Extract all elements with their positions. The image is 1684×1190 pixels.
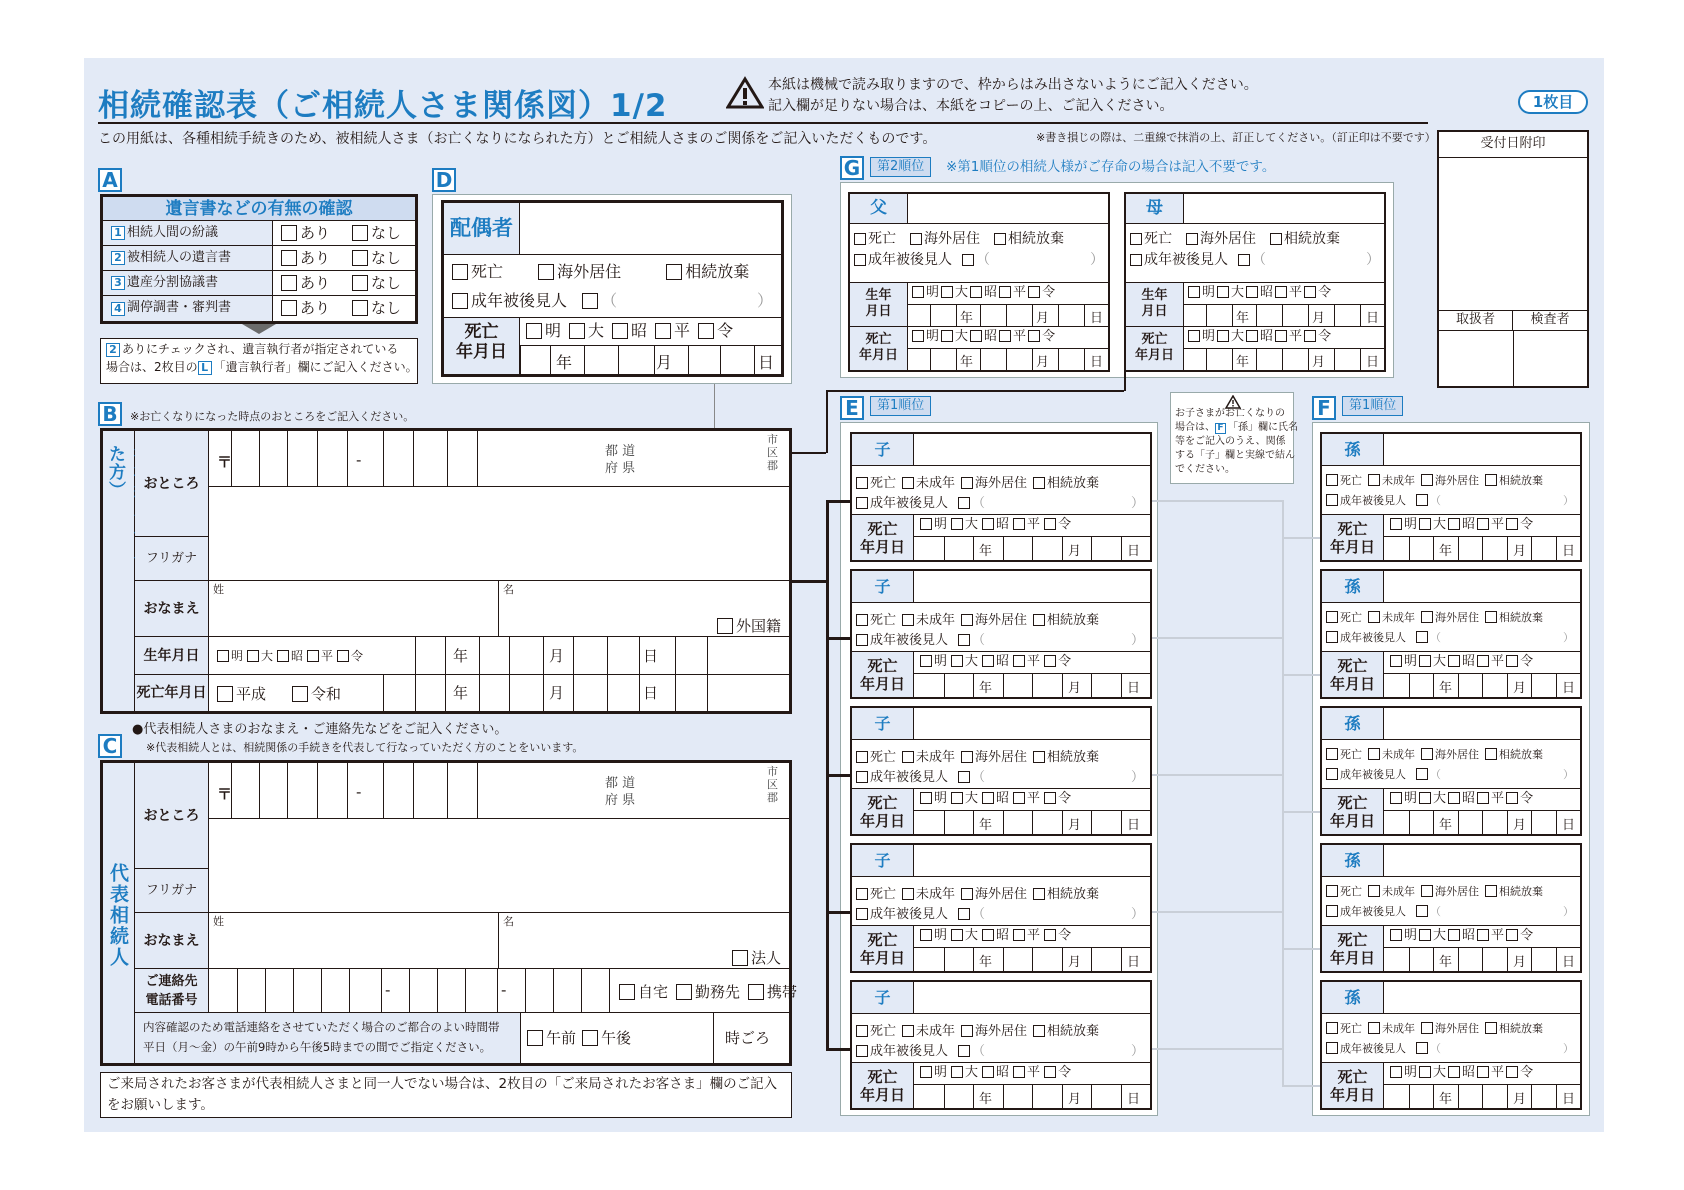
grandchild-label: 孫 <box>1322 434 1384 465</box>
caution-icon <box>1225 395 1241 409</box>
section-a-marker: A <box>98 168 122 192</box>
child-guardian-checkbox[interactable]: 成年被後見人 <box>856 907 948 922</box>
father-birth-field[interactable]: 明 大 昭 平 令 年 月 日 <box>908 283 1108 326</box>
pointer-arrow-icon <box>242 324 276 334</box>
grandchild-dead-checkbox[interactable]: 死亡 <box>1326 611 1362 624</box>
will-no-checkbox[interactable]: なし <box>352 299 401 318</box>
grandchild-renounce-checkbox[interactable]: 相続放棄 <box>1485 885 1543 898</box>
page-title: 相続確認表（ご相続人さま関係図）1/2 <box>98 88 668 124</box>
grandchild-box: 孫 死亡 未成年 海外居住 相続放棄 成年被後見人 （ ） 死亡 年月日 明 大 昭 平 令 年 月 日 <box>1320 432 1582 562</box>
grandchild-death-field[interactable]: 明 大 昭 平 令 年 月 日 <box>1384 652 1580 697</box>
grandchild-guardian-checkbox[interactable]: 成年被後見人 <box>1326 905 1406 918</box>
mother-death-label: 死亡 年月日 <box>1126 327 1184 370</box>
mother-birth-label: 生年 月日 <box>1126 283 1184 326</box>
will-executor-note: 2 ありにチェックされ、遺言執行者が指定されている 場合は、2枚目の L 「遺言執行者」欄にご記入ください。 <box>100 338 418 384</box>
child-dead-checkbox[interactable]: 死亡 <box>856 476 896 491</box>
section-e-rank-badge: 第1順位 <box>870 396 931 416</box>
will-item-row: 1 相続人間の紛議 あり なし <box>103 221 415 246</box>
grandchild-death-field[interactable]: 明 大 昭 平 令 年 月 日 <box>1384 926 1580 971</box>
child-death-field[interactable]: 明 大 昭 平 令 年 月 日 <box>914 515 1150 560</box>
section-c-note-2: ※代表相続人とは、相続関係の手続きを代表して行なっていただく方のことをいいます。 <box>146 741 584 754</box>
grandchild-guardian-checkbox[interactable]: 成年被後見人 <box>1326 1042 1406 1055</box>
child-minor-checkbox[interactable]: 未成年 <box>902 1024 955 1039</box>
child-death-label: 死亡 年月日 <box>852 789 914 834</box>
correction-note: ※書き損じの際は、二重線で抹消の上、訂正してください。（訂正印は不要です） <box>1036 131 1436 144</box>
grandchild-abroad-checkbox[interactable]: 海外居住 <box>1421 474 1479 487</box>
grandchild-minor-checkbox[interactable]: 未成年 <box>1368 748 1415 761</box>
grandchild-box: 孫 死亡 未成年 海外居住 相続放棄 成年被後見人 （ ） 死亡 年月日 明 大 昭 平 令 年 月 日 <box>1320 569 1582 699</box>
child-name-field[interactable] <box>914 845 1150 876</box>
child-name-field[interactable] <box>914 708 1150 739</box>
child-label: 子 <box>852 571 914 602</box>
representative-furigana-field[interactable] <box>209 869 789 913</box>
child-box: 子 死亡 未成年 海外居住 相続放棄 成年被後見人 （ ） 死亡 年月日 明 大 昭 平 令 年 月 日 <box>850 980 1152 1110</box>
am-checkbox[interactable]: 午前 <box>527 1029 576 1047</box>
decedent-death-field[interactable]: 平成 令和 年 月 日 <box>209 675 789 711</box>
spouse-name-field[interactable] <box>520 203 781 254</box>
child-abroad-checkbox[interactable]: 海外居住 <box>961 1024 1027 1039</box>
grandchild-death-label: 死亡 年月日 <box>1322 1063 1384 1108</box>
will-confirmation-box <box>100 194 418 324</box>
mother-name-field[interactable] <box>1184 194 1384 223</box>
mother-box: 母 死亡 海外居住 相続放棄 成年被後見人 （ ） 生年 月日 明 大 昭 平 令 年 月 日 死亡 年月日 明 大 昭 平 令 年 月 日 <box>1124 192 1386 372</box>
grandchild-dead-checkbox[interactable]: 死亡 <box>1326 885 1362 898</box>
section-f-rank-badge: 第1順位 <box>1342 396 1403 416</box>
child-renounce-checkbox[interactable]: 相続放棄 <box>1033 887 1099 902</box>
will-yes-checkbox[interactable]: あり <box>281 274 330 293</box>
spouse-dead-checkbox[interactable]: 死亡 <box>452 262 503 281</box>
child-guardian-checkbox[interactable]: 成年被後見人 <box>856 1044 948 1059</box>
will-item-row: 3 遺産分割協議書 あり なし <box>103 271 415 296</box>
will-no-checkbox[interactable]: なし <box>352 249 401 268</box>
child-dead-checkbox[interactable]: 死亡 <box>856 1024 896 1039</box>
spouse-abroad-checkbox[interactable]: 海外居住 <box>538 262 621 281</box>
mother-guardian-checkbox[interactable]: 成年被後見人 <box>1130 252 1228 268</box>
mother-abroad-checkbox[interactable]: 海外居住 <box>1186 231 1256 247</box>
mother-renounce-checkbox[interactable]: 相続放棄 <box>1270 231 1340 247</box>
decedent-address-field[interactable] <box>209 487 789 537</box>
child-label: 子 <box>852 434 914 465</box>
grandchild-name-field[interactable] <box>1384 982 1580 1013</box>
spouse-label: 配偶者 <box>444 203 520 254</box>
reception-stamp-box[interactable] <box>1437 130 1589 388</box>
child-renounce-checkbox[interactable]: 相続放棄 <box>1033 750 1099 765</box>
spouse-era-checkbox[interactable]: 令 <box>698 321 733 340</box>
child-death-label: 死亡 年月日 <box>852 652 914 697</box>
will-item-row: 2 被相続人の遺言書 あり なし <box>103 246 415 271</box>
father-death-field[interactable]: 明 大 昭 平 令 年 月 日 <box>908 327 1108 370</box>
section-c-note-1: ●代表相続人さまのおなまえ・ご連絡先などをご記入ください。 <box>132 722 508 737</box>
child-guardian-checkbox[interactable]: 成年被後見人 <box>856 770 948 785</box>
pm-checkbox[interactable]: 午後 <box>582 1029 631 1047</box>
grandchild-minor-checkbox[interactable]: 未成年 <box>1368 474 1415 487</box>
work-phone-checkbox[interactable]: 勤務先 <box>676 983 740 1001</box>
child-minor-checkbox[interactable]: 未成年 <box>902 887 955 902</box>
grandchild-dead-checkbox[interactable]: 死亡 <box>1326 748 1362 761</box>
representative-phone-field[interactable]: - - 自宅 勤務先 携帯 <box>209 969 789 1013</box>
spouse-renounce-checkbox[interactable]: 相続放棄 <box>666 262 749 281</box>
child-label: 子 <box>852 708 914 739</box>
spouse-era-checkbox[interactable]: 平 <box>655 321 690 340</box>
grandchild-callout: お子さまがお亡くなりの 場合は、 F 「孫」欄に氏名 等をご記入のうえ、関係 する「子」欄と実線で結ん でください。 <box>1170 392 1294 484</box>
father-abroad-checkbox[interactable]: 海外居住 <box>910 231 980 247</box>
child-abroad-checkbox[interactable]: 海外居住 <box>961 887 1027 902</box>
contact-time-field[interactable]: 午前 午後 時ごろ <box>521 1013 789 1063</box>
grandchild-death-field[interactable]: 明 大 昭 平 令 年 月 日 <box>1384 515 1580 560</box>
father-dead-checkbox[interactable]: 死亡 <box>854 231 896 247</box>
section-d-marker: D <box>432 168 456 192</box>
child-death-label: 死亡 年月日 <box>852 1063 914 1108</box>
will-confirmation-title: 遺言書などの有無の確認 <box>103 197 415 221</box>
section-g-marker: G <box>840 156 864 180</box>
spouse-death-label: 死亡 年月日 <box>444 318 520 374</box>
will-no-checkbox[interactable]: なし <box>352 224 401 243</box>
will-item-row: 4 調停調書・審判書 あり なし <box>103 296 415 321</box>
warning-icon <box>726 76 764 110</box>
grandchild-death-label: 死亡 年月日 <box>1322 515 1384 560</box>
spouse-guardian-checkbox[interactable]: 成年被後見人 <box>452 291 567 310</box>
grandchild-minor-checkbox[interactable]: 未成年 <box>1368 885 1415 898</box>
mother-death-field[interactable]: 明 大 昭 平 令 年 月 日 <box>1184 327 1384 370</box>
decedent-box: た方） おところ 〒 - 都 道 府 県 市 区 郡 フリガナ おなまえ 姓 名 外国籍 生年月日 明 大 昭 平 令 年 月 日 死亡年月日 平成 令和 年 月 日 <box>100 428 792 714</box>
page-number-badge: 1枚目 <box>1518 90 1588 114</box>
grandchild-death-field[interactable]: 明 大 昭 平 令 年 月 日 <box>1384 789 1580 834</box>
foreign-national-checkbox[interactable]: 外国籍 <box>717 615 781 636</box>
child-minor-checkbox[interactable]: 未成年 <box>902 750 955 765</box>
grandchild-minor-checkbox[interactable]: 未成年 <box>1368 1022 1415 1035</box>
child-death-label: 死亡 年月日 <box>852 926 914 971</box>
grandchild-label: 孫 <box>1322 845 1384 876</box>
spouse-era-checkbox[interactable]: 大 <box>569 321 604 340</box>
father-guardian-checkbox[interactable]: 成年被後見人 <box>854 252 952 268</box>
mother-birth-field[interactable]: 明 大 昭 平 令 年 月 日 <box>1184 283 1384 326</box>
representative-givenname-field[interactable]: 名 <box>499 913 789 969</box>
grandchild-label: 孫 <box>1322 982 1384 1013</box>
child-dead-checkbox[interactable]: 死亡 <box>856 613 896 628</box>
child-label: 子 <box>852 982 914 1013</box>
child-death-field[interactable]: 明 大 昭 平 令 年 月 日 <box>914 652 1150 697</box>
spouse-box: 配偶者 死亡 海外居住 相続放棄 成年被後見人 （ ） 死亡 年月日 明 大 昭 平 令 年 月 日 <box>441 200 784 377</box>
section-f-marker: F <box>1312 396 1336 420</box>
grandchild-abroad-checkbox[interactable]: 海外居住 <box>1421 1022 1479 1035</box>
grandchild-name-field[interactable] <box>1384 571 1580 602</box>
grandchild-abroad-checkbox[interactable]: 海外居住 <box>1421 885 1479 898</box>
grandchild-name-field[interactable] <box>1384 434 1580 465</box>
child-abroad-checkbox[interactable]: 海外居住 <box>961 613 1027 628</box>
decedent-side-label: た方） <box>105 445 125 499</box>
grandchild-renounce-checkbox[interactable]: 相続放棄 <box>1485 611 1543 624</box>
grandchild-abroad-checkbox[interactable]: 海外居住 <box>1421 748 1479 761</box>
father-label: 父 <box>850 194 908 223</box>
father-renounce-checkbox[interactable]: 相続放棄 <box>994 231 1064 247</box>
child-name-field[interactable] <box>914 982 1150 1013</box>
child-renounce-checkbox[interactable]: 相続放棄 <box>1033 476 1099 491</box>
child-guardian-checkbox[interactable]: 成年被後見人 <box>856 633 948 648</box>
will-yes-checkbox[interactable]: あり <box>281 249 330 268</box>
father-box: 父 死亡 海外居住 相続放棄 成年被後見人 （ ） 生年 月日 明 大 昭 平 令 年 月 日 死亡 年月日 明 大 昭 平 令 年 月 日 <box>848 192 1110 372</box>
section-b-note: ※お亡くなりになった時点のおところをご記入ください。 <box>130 410 415 423</box>
spouse-death-date-field[interactable]: 明 大 昭 平 令 年 月 日 <box>520 318 781 374</box>
grandchild-guardian-checkbox[interactable]: 成年被後見人 <box>1326 768 1406 781</box>
grandchild-name-field[interactable] <box>1384 708 1580 739</box>
child-box: 子 死亡 未成年 海外居住 相続放棄 成年被後見人 （ ） 死亡 年月日 明 大 昭 平 令 年 月 日 <box>850 843 1152 973</box>
mother-label: 母 <box>1126 194 1184 223</box>
father-name-field[interactable] <box>908 194 1108 223</box>
section-g-rank-badge: 第2順位 <box>870 157 931 177</box>
child-box: 子 死亡 未成年 海外居住 相続放棄 成年被後見人 （ ） 死亡 年月日 明 大 昭 平 令 年 月 日 <box>850 432 1152 562</box>
grandchild-death-label: 死亡 年月日 <box>1322 652 1384 697</box>
child-death-label: 死亡 年月日 <box>852 515 914 560</box>
representative-surname-field[interactable]: 姓 <box>209 913 499 969</box>
grandchild-label: 孫 <box>1322 708 1384 739</box>
child-renounce-checkbox[interactable]: 相続放棄 <box>1033 1024 1099 1039</box>
representative-address-field[interactable] <box>209 819 789 869</box>
grandchild-box: 孫 死亡 未成年 海外居住 相続放棄 成年被後見人 （ ） 死亡 年月日 明 大 昭 平 令 年 月 日 <box>1320 706 1582 836</box>
grandchild-label: 孫 <box>1322 571 1384 602</box>
grandchild-dead-checkbox[interactable]: 死亡 <box>1326 1022 1362 1035</box>
child-death-field[interactable]: 明 大 昭 平 令 年 月 日 <box>914 926 1150 971</box>
grandchild-guardian-checkbox[interactable]: 成年被後見人 <box>1326 494 1406 507</box>
child-death-field[interactable]: 明 大 昭 平 令 年 月 日 <box>914 1063 1150 1108</box>
will-yes-checkbox[interactable]: あり <box>281 224 330 243</box>
child-box: 子 死亡 未成年 海外居住 相続放棄 成年被後見人 （ ） 死亡 年月日 明 大 昭 平 令 年 月 日 <box>850 706 1152 836</box>
spouse-era-checkbox[interactable]: 明 <box>526 321 561 340</box>
grandchild-abroad-checkbox[interactable]: 海外居住 <box>1421 611 1479 624</box>
inspector-label: 検査者 <box>1530 312 1570 327</box>
child-minor-checkbox[interactable]: 未成年 <box>902 476 955 491</box>
will-no-checkbox[interactable]: なし <box>352 274 401 293</box>
stamp-title: 受付日附印 <box>1439 132 1587 158</box>
decedent-givenname-field[interactable]: 名 <box>499 581 789 637</box>
grandchild-name-field[interactable] <box>1384 845 1580 876</box>
intro-text: この用紙は、各種相続手続きのため、被相続人さま（お亡くなりになられた方）とご相続人さまのご関係をご記入いただくものです。 <box>98 131 937 147</box>
grandchild-minor-checkbox[interactable]: 未成年 <box>1368 611 1415 624</box>
grandchild-death-label: 死亡 年月日 <box>1322 789 1384 834</box>
section-g-note: ※第1順位の相続人様がご存命の場合は記入不要です。 <box>946 159 1276 175</box>
child-dead-checkbox[interactable]: 死亡 <box>856 750 896 765</box>
grandchild-guardian-checkbox[interactable]: 成年被後見人 <box>1326 631 1406 644</box>
corporation-checkbox[interactable]: 法人 <box>732 947 781 968</box>
grandchild-renounce-checkbox[interactable]: 相続放棄 <box>1485 1022 1543 1035</box>
father-birth-label: 生年 月日 <box>850 283 908 326</box>
decedent-birth-field[interactable]: 明 大 昭 平 令 年 月 日 <box>209 637 789 675</box>
child-label: 子 <box>852 845 914 876</box>
handler-label: 取扱者 <box>1439 311 1513 331</box>
decedent-surname-field[interactable]: 姓 <box>209 581 499 637</box>
grandchild-box: 孫 死亡 未成年 海外居住 相続放棄 成年被後見人 （ ） 死亡 年月日 明 大 昭 平 令 年 月 日 <box>1320 843 1582 973</box>
father-death-label: 死亡 年月日 <box>850 327 908 370</box>
visitor-note: ご来局されたお客さまが代表相続人さまと同一人でない場合は、2枚目の「ご来局されたお客さま」欄のご記入 をお願いします。 <box>100 1072 792 1118</box>
child-box: 子 死亡 未成年 海外居住 相続放棄 成年被後見人 （ ） 死亡 年月日 明 大 昭 平 令 年 月 日 <box>850 569 1152 699</box>
representative-heir-box: 代表相続人 おところ 〒 - 都 道 府 県 市 区 郡 フリガナ おなまえ 姓 名 法人 ご連絡先 電話番号 - - 自宅 勤務先 携帯 内容確認のため電話連絡をさせていただく場合のご都合のよい時間帯 平日（月～金）の午前9時から午後5時までの間でご指定ください。 午前 午後 時ごろ <box>100 760 792 1066</box>
child-abroad-checkbox[interactable]: 海外居住 <box>961 750 1027 765</box>
grandchild-renounce-checkbox[interactable]: 相続放棄 <box>1485 474 1543 487</box>
section-c-marker: C <box>98 734 122 758</box>
child-dead-checkbox[interactable]: 死亡 <box>856 887 896 902</box>
home-phone-checkbox[interactable]: 自宅 <box>619 983 668 1001</box>
warning-text-2: 記入欄が足りない場合は、本紙をコピーの上、ご記入ください。 <box>768 98 1174 114</box>
child-name-field[interactable] <box>914 434 1150 465</box>
grandchild-death-label: 死亡 年月日 <box>1322 926 1384 971</box>
grandchild-box: 孫 死亡 未成年 海外居住 相続放棄 成年被後見人 （ ） 死亡 年月日 明 大 昭 平 令 年 月 日 <box>1320 980 1582 1110</box>
child-death-field[interactable]: 明 大 昭 平 令 年 月 日 <box>914 789 1150 834</box>
header-rule <box>98 122 1428 124</box>
child-name-field[interactable] <box>914 571 1150 602</box>
spouse-era-checkbox[interactable]: 昭 <box>612 321 647 340</box>
grandchild-death-field[interactable]: 明 大 昭 平 令 年 月 日 <box>1384 1063 1580 1108</box>
section-e-marker: E <box>840 396 864 420</box>
representative-side-label: 代表相続人 <box>107 863 129 968</box>
grandchild-dead-checkbox[interactable]: 死亡 <box>1326 474 1362 487</box>
child-abroad-checkbox[interactable]: 海外居住 <box>961 476 1027 491</box>
mobile-phone-checkbox[interactable]: 携帯 <box>748 983 797 1001</box>
will-yes-checkbox[interactable]: あり <box>281 299 330 318</box>
child-guardian-checkbox[interactable]: 成年被後見人 <box>856 496 948 511</box>
section-b-marker: B <box>98 402 122 426</box>
grandchild-renounce-checkbox[interactable]: 相続放棄 <box>1485 748 1543 761</box>
decedent-furigana-field[interactable] <box>209 537 789 581</box>
child-renounce-checkbox[interactable]: 相続放棄 <box>1033 613 1099 628</box>
child-minor-checkbox[interactable]: 未成年 <box>902 613 955 628</box>
warning-text-1: 本紙は機械で読み取りますので、枠からはみ出さないようにご記入ください。 <box>768 77 1258 93</box>
mother-dead-checkbox[interactable]: 死亡 <box>1130 231 1172 247</box>
